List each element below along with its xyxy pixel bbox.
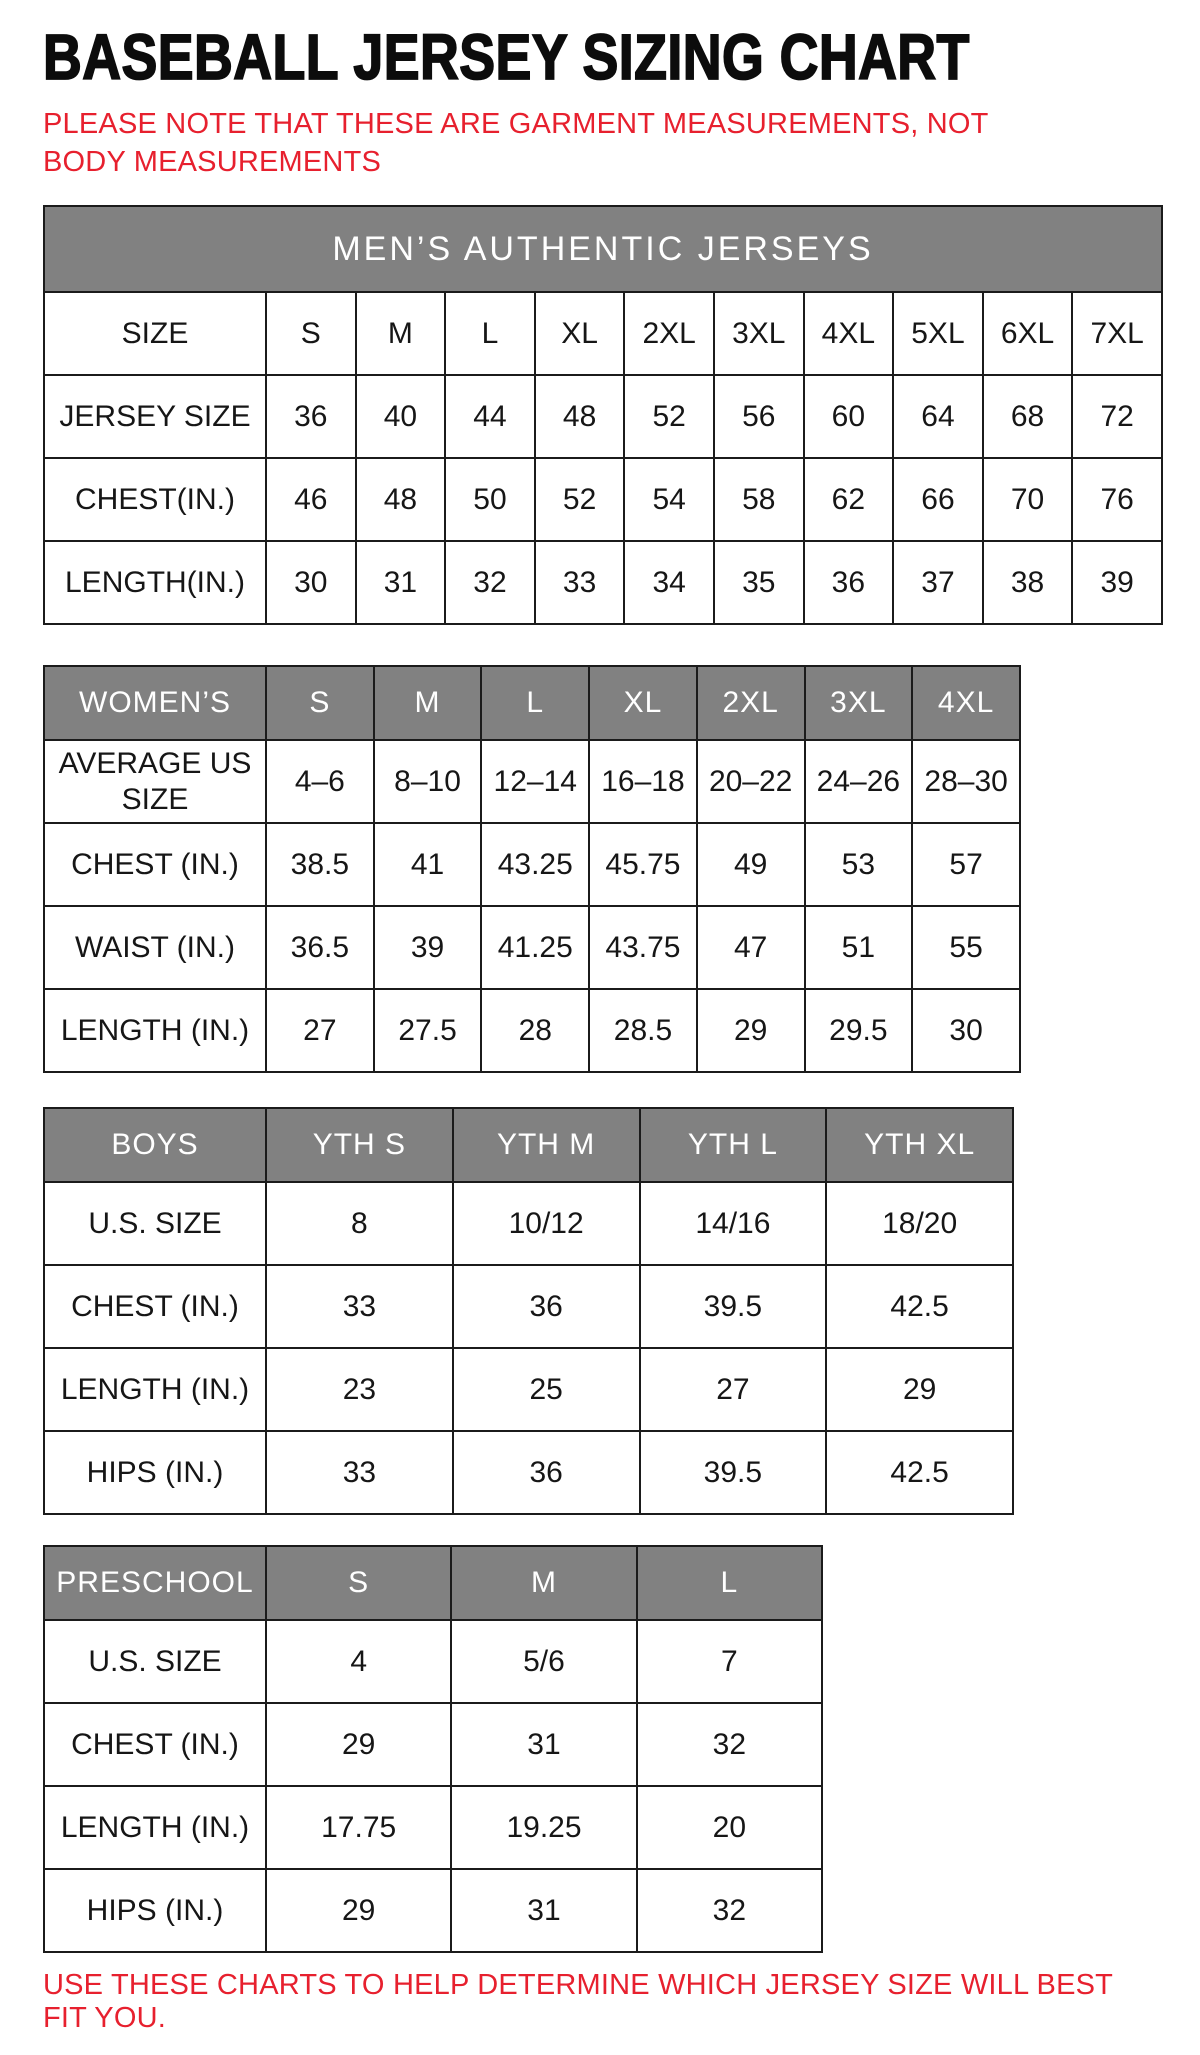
table-row	[44, 375, 1162, 458]
size-value-cell: 5XL	[893, 292, 983, 375]
size-value-cell: 37	[893, 541, 983, 624]
row-label: WAIST (IN.)	[44, 906, 266, 989]
row-label: LENGTH (IN.)	[44, 1348, 266, 1431]
size-value-cell: 24–26	[805, 740, 913, 823]
size-value-cell: 23	[266, 1348, 453, 1431]
preschool-jerseys-section	[43, 1545, 823, 1953]
size-value-cell: 56	[714, 375, 804, 458]
size-value-cell: 29	[266, 1703, 451, 1786]
table-header-label: PRESCHOOL	[44, 1546, 266, 1620]
size-column-header: 2XL	[697, 666, 805, 740]
row-label: U.S. SIZE	[44, 1182, 266, 1265]
size-value-cell: 31	[451, 1869, 636, 1952]
size-value-cell: 28–30	[912, 740, 1020, 823]
size-value-cell: 54	[624, 458, 714, 541]
boys-sizing-table	[43, 1107, 1014, 1515]
size-value-cell: 8–10	[374, 740, 482, 823]
size-value-cell: 32	[637, 1703, 822, 1786]
table-header-label: BOYS	[44, 1108, 266, 1182]
size-value-cell: 33	[266, 1431, 453, 1514]
size-value-cell: 36	[453, 1265, 640, 1348]
size-value-cell: 70	[983, 458, 1073, 541]
size-value-cell: M	[356, 292, 446, 375]
size-value-cell: XL	[535, 292, 625, 375]
table-row	[44, 1869, 822, 1952]
size-value-cell: 32	[445, 541, 535, 624]
size-value-cell: 27.5	[374, 989, 482, 1072]
row-label: LENGTH (IN.)	[44, 1786, 266, 1869]
size-value-cell: 64	[893, 375, 983, 458]
preschool-sizing-table	[43, 1545, 823, 1953]
table-header-row	[44, 1108, 1013, 1182]
table-row	[44, 1182, 1013, 1265]
size-value-cell: 25	[453, 1348, 640, 1431]
size-value-cell: 38.5	[266, 823, 374, 906]
size-value-cell: 41.25	[481, 906, 589, 989]
size-value-cell: 36	[453, 1431, 640, 1514]
size-column-header: YTH S	[266, 1108, 453, 1182]
size-value-cell: 50	[445, 458, 535, 541]
size-value-cell: 29	[266, 1869, 451, 1952]
table-row	[44, 906, 1020, 989]
size-value-cell: 28	[481, 989, 589, 1072]
size-value-cell: 12–14	[481, 740, 589, 823]
size-value-cell: 35	[714, 541, 804, 624]
size-value-cell: 29	[697, 989, 805, 1072]
size-column-header: M	[374, 666, 482, 740]
size-value-cell: 41	[374, 823, 482, 906]
size-value-cell: 4	[266, 1620, 451, 1703]
row-label: CHEST (IN.)	[44, 823, 266, 906]
size-value-cell: 29	[826, 1348, 1013, 1431]
size-value-cell: 20–22	[697, 740, 805, 823]
mens-table-title: MEN’S AUTHENTIC JERSEYS	[43, 205, 1163, 291]
table-row	[44, 458, 1162, 541]
table-row	[44, 1265, 1013, 1348]
size-column-header: YTH L	[640, 1108, 827, 1182]
size-value-cell: 30	[912, 989, 1020, 1072]
row-label: CHEST(IN.)	[44, 458, 266, 541]
size-value-cell: 16–18	[589, 740, 697, 823]
size-value-cell: 39	[374, 906, 482, 989]
table-row	[44, 989, 1020, 1072]
size-value-cell: 58	[714, 458, 804, 541]
size-value-cell: 14/16	[640, 1182, 827, 1265]
size-value-cell: 45.75	[589, 823, 697, 906]
size-value-cell: 27	[266, 989, 374, 1072]
table-header-label: WOMEN’S	[44, 666, 266, 740]
size-value-cell: 39.5	[640, 1431, 827, 1514]
size-column-header: YTH XL	[826, 1108, 1013, 1182]
size-value-cell: 39	[1072, 541, 1162, 624]
row-label: LENGTH (IN.)	[44, 989, 266, 1072]
size-value-cell: 57	[912, 823, 1020, 906]
row-label: HIPS (IN.)	[44, 1869, 266, 1952]
row-label: SIZE	[44, 292, 266, 375]
size-value-cell: 32	[637, 1869, 822, 1952]
size-value-cell: 62	[804, 458, 894, 541]
footer-note: USE THESE CHARTS TO HELP DETERMINE WHICH JERSEY SIZE WILL BEST FIT YOU.	[43, 1969, 1113, 2035]
size-value-cell: 44	[445, 375, 535, 458]
size-value-cell: 68	[983, 375, 1073, 458]
table-row	[44, 740, 1020, 823]
size-value-cell: 7XL	[1072, 292, 1162, 375]
table-row	[44, 292, 1162, 375]
size-value-cell: 5/6	[451, 1620, 636, 1703]
table-row	[44, 1620, 822, 1703]
size-value-cell: 19.25	[451, 1786, 636, 1869]
womens-sizing-table	[43, 665, 1021, 1073]
size-value-cell: 38	[983, 541, 1073, 624]
size-value-cell: 20	[637, 1786, 822, 1869]
garment-measurement-note: PLEASE NOTE THAT THESE ARE GARMENT MEASUREMENTS, NOT BODY MEASUREMENTS	[43, 107, 989, 178]
size-value-cell: 39.5	[640, 1265, 827, 1348]
size-value-cell: 31	[356, 541, 446, 624]
size-value-cell: 8	[266, 1182, 453, 1265]
size-value-cell: 66	[893, 458, 983, 541]
size-value-cell: 30	[266, 541, 356, 624]
size-value-cell: 29.5	[805, 989, 913, 1072]
size-value-cell: 53	[805, 823, 913, 906]
size-value-cell: 46	[266, 458, 356, 541]
size-value-cell: 3XL	[714, 292, 804, 375]
size-value-cell: 48	[535, 375, 625, 458]
table-header-row	[44, 666, 1020, 740]
size-column-header: M	[451, 1546, 636, 1620]
table-row	[44, 823, 1020, 906]
size-value-cell: 27	[640, 1348, 827, 1431]
size-column-header: S	[266, 666, 374, 740]
size-value-cell: 55	[912, 906, 1020, 989]
size-value-cell: 33	[535, 541, 625, 624]
size-value-cell: 52	[624, 375, 714, 458]
size-column-header: S	[266, 1546, 451, 1620]
row-label: U.S. SIZE	[44, 1620, 266, 1703]
row-label: CHEST (IN.)	[44, 1265, 266, 1348]
size-column-header: L	[481, 666, 589, 740]
size-value-cell: 51	[805, 906, 913, 989]
size-value-cell: 36.5	[266, 906, 374, 989]
mens-sizing-table	[43, 291, 1163, 625]
size-value-cell: 49	[697, 823, 805, 906]
row-label: JERSEY SIZE	[44, 375, 266, 458]
size-value-cell: 34	[624, 541, 714, 624]
size-value-cell: 36	[804, 541, 894, 624]
size-value-cell: 33	[266, 1265, 453, 1348]
size-value-cell: 42.5	[826, 1265, 1013, 1348]
mens-jerseys-section	[43, 205, 1163, 625]
boys-jerseys-section	[43, 1107, 1014, 1515]
table-header-row	[44, 1546, 822, 1620]
size-value-cell: 52	[535, 458, 625, 541]
table-row	[44, 1348, 1013, 1431]
size-value-cell: 43.25	[481, 823, 589, 906]
size-value-cell: 2XL	[624, 292, 714, 375]
womens-jerseys-section	[43, 665, 1021, 1073]
table-row	[44, 1431, 1013, 1514]
table-row	[44, 1786, 822, 1869]
size-value-cell: 36	[266, 375, 356, 458]
size-value-cell: 7	[637, 1620, 822, 1703]
size-value-cell: 17.75	[266, 1786, 451, 1869]
size-value-cell: 10/12	[453, 1182, 640, 1265]
size-column-header: 3XL	[805, 666, 913, 740]
size-column-header: YTH M	[453, 1108, 640, 1182]
size-value-cell: 76	[1072, 458, 1162, 541]
row-label: AVERAGE US SIZE	[44, 740, 266, 823]
size-value-cell: 72	[1072, 375, 1162, 458]
size-value-cell: 47	[697, 906, 805, 989]
size-column-header: 4XL	[912, 666, 1020, 740]
size-value-cell: 31	[451, 1703, 636, 1786]
size-value-cell: 48	[356, 458, 446, 541]
size-column-header: L	[637, 1546, 822, 1620]
size-value-cell: 28.5	[589, 989, 697, 1072]
page-title: BASEBALL JERSEY SIZING CHART	[43, 21, 970, 93]
size-column-header: XL	[589, 666, 697, 740]
table-row	[44, 541, 1162, 624]
size-value-cell: 4–6	[266, 740, 374, 823]
size-value-cell: 43.75	[589, 906, 697, 989]
row-label: CHEST (IN.)	[44, 1703, 266, 1786]
size-value-cell: 40	[356, 375, 446, 458]
size-value-cell: 6XL	[983, 292, 1073, 375]
size-value-cell: S	[266, 292, 356, 375]
row-label: LENGTH(IN.)	[44, 541, 266, 624]
size-value-cell: 42.5	[826, 1431, 1013, 1514]
size-value-cell: 4XL	[804, 292, 894, 375]
table-row	[44, 1703, 822, 1786]
row-label: HIPS (IN.)	[44, 1431, 266, 1514]
size-value-cell: 18/20	[826, 1182, 1013, 1265]
size-value-cell: 60	[804, 375, 894, 458]
size-value-cell: L	[445, 292, 535, 375]
